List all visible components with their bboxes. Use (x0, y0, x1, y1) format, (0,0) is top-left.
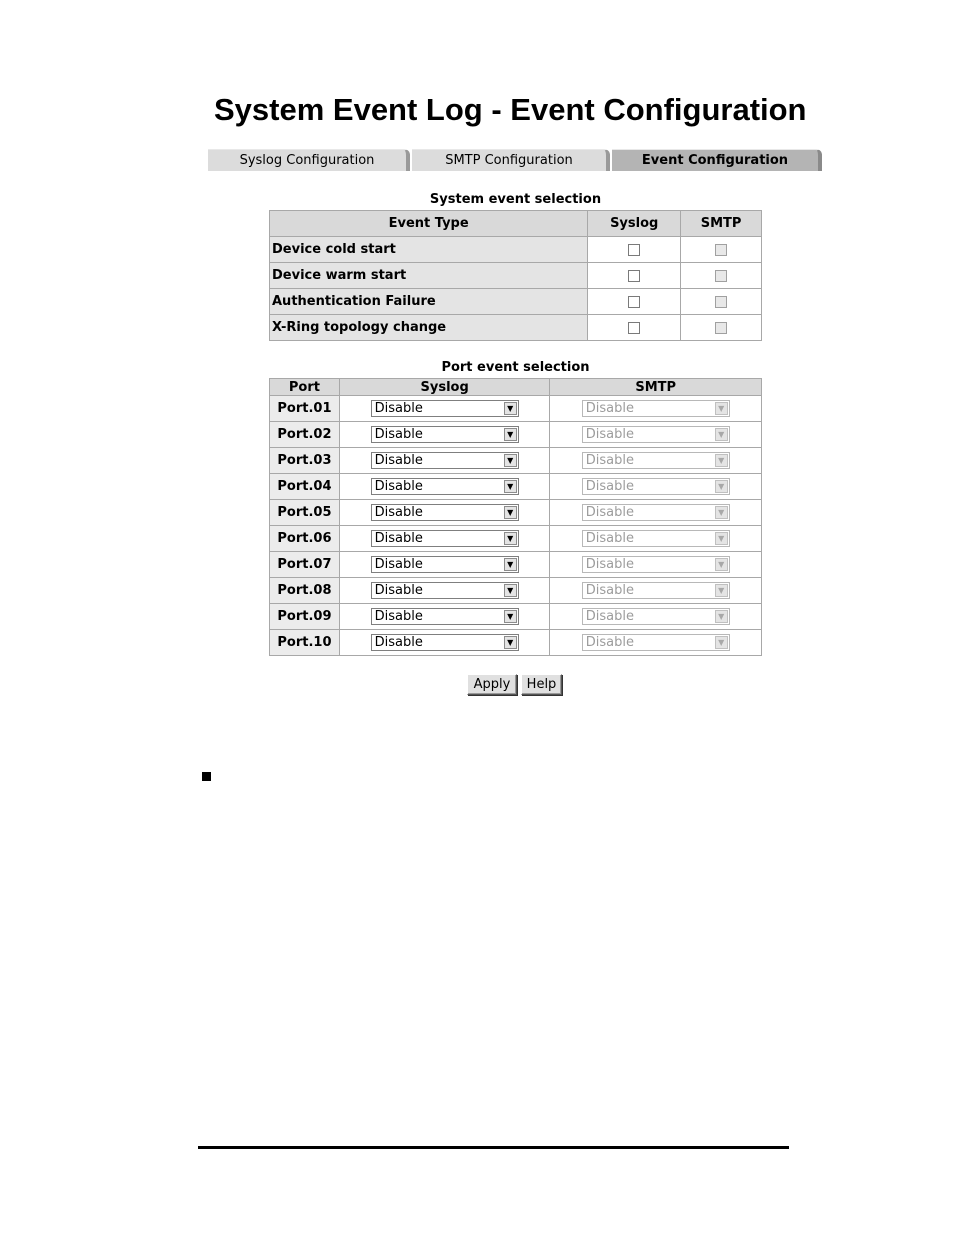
tab-event-configuration[interactable]: Event Configuration (612, 149, 822, 171)
system-event-row (270, 315, 762, 341)
port-label: Port.04 (270, 474, 340, 500)
port-event-row (270, 396, 762, 422)
chevron-down-icon: ▼ (715, 454, 728, 467)
port-smtp-select (582, 608, 730, 625)
port-smtp-value: Disable (585, 427, 634, 442)
port-syslog-value: Disable (374, 479, 423, 494)
event-type-label: Device warm start (270, 263, 588, 289)
chevron-down-icon: ▼ (715, 558, 728, 571)
port-syslog-select[interactable] (371, 504, 519, 521)
port-smtp-value: Disable (585, 635, 634, 650)
port-syslog-value: Disable (374, 427, 423, 442)
port-syslog-select[interactable] (371, 452, 519, 469)
header-syslog: Syslog (588, 211, 681, 237)
smtp-checkbox (715, 322, 727, 334)
chevron-down-icon: ▼ (715, 610, 728, 623)
port-label: Port.02 (270, 422, 340, 448)
header-port-syslog: Syslog (339, 379, 550, 396)
port-smtp-select (582, 400, 730, 417)
port-smtp-select (582, 478, 730, 495)
port-event-section-title: Port event selection (441, 360, 590, 375)
port-smtp-select (582, 556, 730, 573)
port-smtp-select (582, 426, 730, 443)
port-label: Port.07 (270, 552, 340, 578)
port-syslog-select[interactable] (371, 400, 519, 417)
chevron-down-icon[interactable]: ▼ (504, 402, 517, 415)
chevron-down-icon: ▼ (715, 636, 728, 649)
tab-bar (208, 149, 822, 171)
port-smtp-value: Disable (585, 505, 634, 520)
chevron-down-icon: ▼ (715, 532, 728, 545)
chevron-down-icon[interactable]: ▼ (504, 428, 517, 441)
system-event-row (270, 237, 762, 263)
chevron-down-icon[interactable]: ▼ (504, 636, 517, 649)
port-event-row (270, 448, 762, 474)
port-syslog-value: Disable (374, 453, 423, 468)
port-syslog-value: Disable (374, 505, 423, 520)
port-label: Port.08 (270, 578, 340, 604)
port-event-table (269, 378, 762, 656)
header-port-smtp: SMTP (550, 379, 762, 396)
chevron-down-icon[interactable]: ▼ (504, 506, 517, 519)
system-event-row (270, 289, 762, 315)
port-event-row (270, 474, 762, 500)
header-smtp: SMTP (681, 211, 762, 237)
system-event-table (269, 210, 762, 341)
port-syslog-value: Disable (374, 401, 423, 416)
smtp-checkbox (715, 244, 727, 256)
port-syslog-select[interactable] (371, 556, 519, 573)
port-syslog-value: Disable (374, 531, 423, 546)
syslog-checkbox[interactable] (628, 270, 640, 282)
chevron-down-icon[interactable]: ▼ (504, 480, 517, 493)
port-syslog-select[interactable] (371, 426, 519, 443)
port-syslog-value: Disable (374, 609, 423, 624)
chevron-down-icon[interactable]: ▼ (504, 558, 517, 571)
square-bullet-icon (202, 772, 211, 781)
port-syslog-select[interactable] (371, 608, 519, 625)
chevron-down-icon: ▼ (715, 480, 728, 493)
port-label: Port.06 (270, 526, 340, 552)
chevron-down-icon: ▼ (715, 506, 728, 519)
port-smtp-value: Disable (585, 531, 634, 546)
port-smtp-select (582, 634, 730, 651)
port-smtp-value: Disable (585, 479, 634, 494)
port-smtp-select (582, 504, 730, 521)
chevron-down-icon[interactable]: ▼ (504, 532, 517, 545)
port-event-row (270, 630, 762, 656)
port-smtp-value: Disable (585, 453, 634, 468)
port-smtp-value: Disable (585, 583, 634, 598)
system-event-section-title: System event selection (429, 192, 602, 207)
apply-button[interactable]: Apply (467, 674, 517, 695)
page-title: System Event Log - Event Configuration (214, 92, 807, 127)
footer-divider (198, 1146, 789, 1149)
port-event-row (270, 526, 762, 552)
smtp-checkbox (715, 270, 727, 282)
port-smtp-select (582, 452, 730, 469)
port-smtp-value: Disable (585, 557, 634, 572)
port-smtp-value: Disable (585, 401, 634, 416)
chevron-down-icon[interactable]: ▼ (504, 610, 517, 623)
chevron-down-icon[interactable]: ▼ (504, 454, 517, 467)
port-label: Port.01 (270, 396, 340, 422)
port-syslog-select[interactable] (371, 530, 519, 547)
tab-syslog-configuration[interactable]: Syslog Configuration (208, 149, 410, 171)
port-label: Port.09 (270, 604, 340, 630)
chevron-down-icon: ▼ (715, 584, 728, 597)
event-type-label: X-Ring topology change (270, 315, 588, 341)
port-event-row (270, 552, 762, 578)
chevron-down-icon[interactable]: ▼ (504, 584, 517, 597)
port-syslog-select[interactable] (371, 478, 519, 495)
tab-smtp-configuration[interactable]: SMTP Configuration (412, 149, 610, 171)
port-label: Port.03 (270, 448, 340, 474)
syslog-checkbox[interactable] (628, 296, 640, 308)
port-syslog-value: Disable (374, 635, 423, 650)
port-label: Port.10 (270, 630, 340, 656)
port-event-row (270, 578, 762, 604)
port-syslog-select[interactable] (371, 634, 519, 651)
system-event-row (270, 263, 762, 289)
chevron-down-icon: ▼ (715, 402, 728, 415)
help-button[interactable]: Help (521, 674, 562, 695)
event-type-label: Device cold start (270, 237, 588, 263)
event-type-label: Authentication Failure (270, 289, 588, 315)
syslog-checkbox[interactable] (628, 244, 640, 256)
header-port: Port (270, 379, 340, 396)
smtp-checkbox (715, 296, 727, 308)
port-syslog-value: Disable (374, 583, 423, 598)
port-smtp-select (582, 582, 730, 599)
syslog-checkbox[interactable] (628, 322, 640, 334)
port-syslog-value: Disable (374, 557, 423, 572)
port-event-row (270, 604, 762, 630)
port-event-row (270, 422, 762, 448)
header-event-type: Event Type (270, 211, 588, 237)
port-syslog-select[interactable] (371, 582, 519, 599)
port-event-row (270, 500, 762, 526)
port-label: Port.05 (270, 500, 340, 526)
port-smtp-value: Disable (585, 609, 634, 624)
port-smtp-select (582, 530, 730, 547)
chevron-down-icon: ▼ (715, 428, 728, 441)
